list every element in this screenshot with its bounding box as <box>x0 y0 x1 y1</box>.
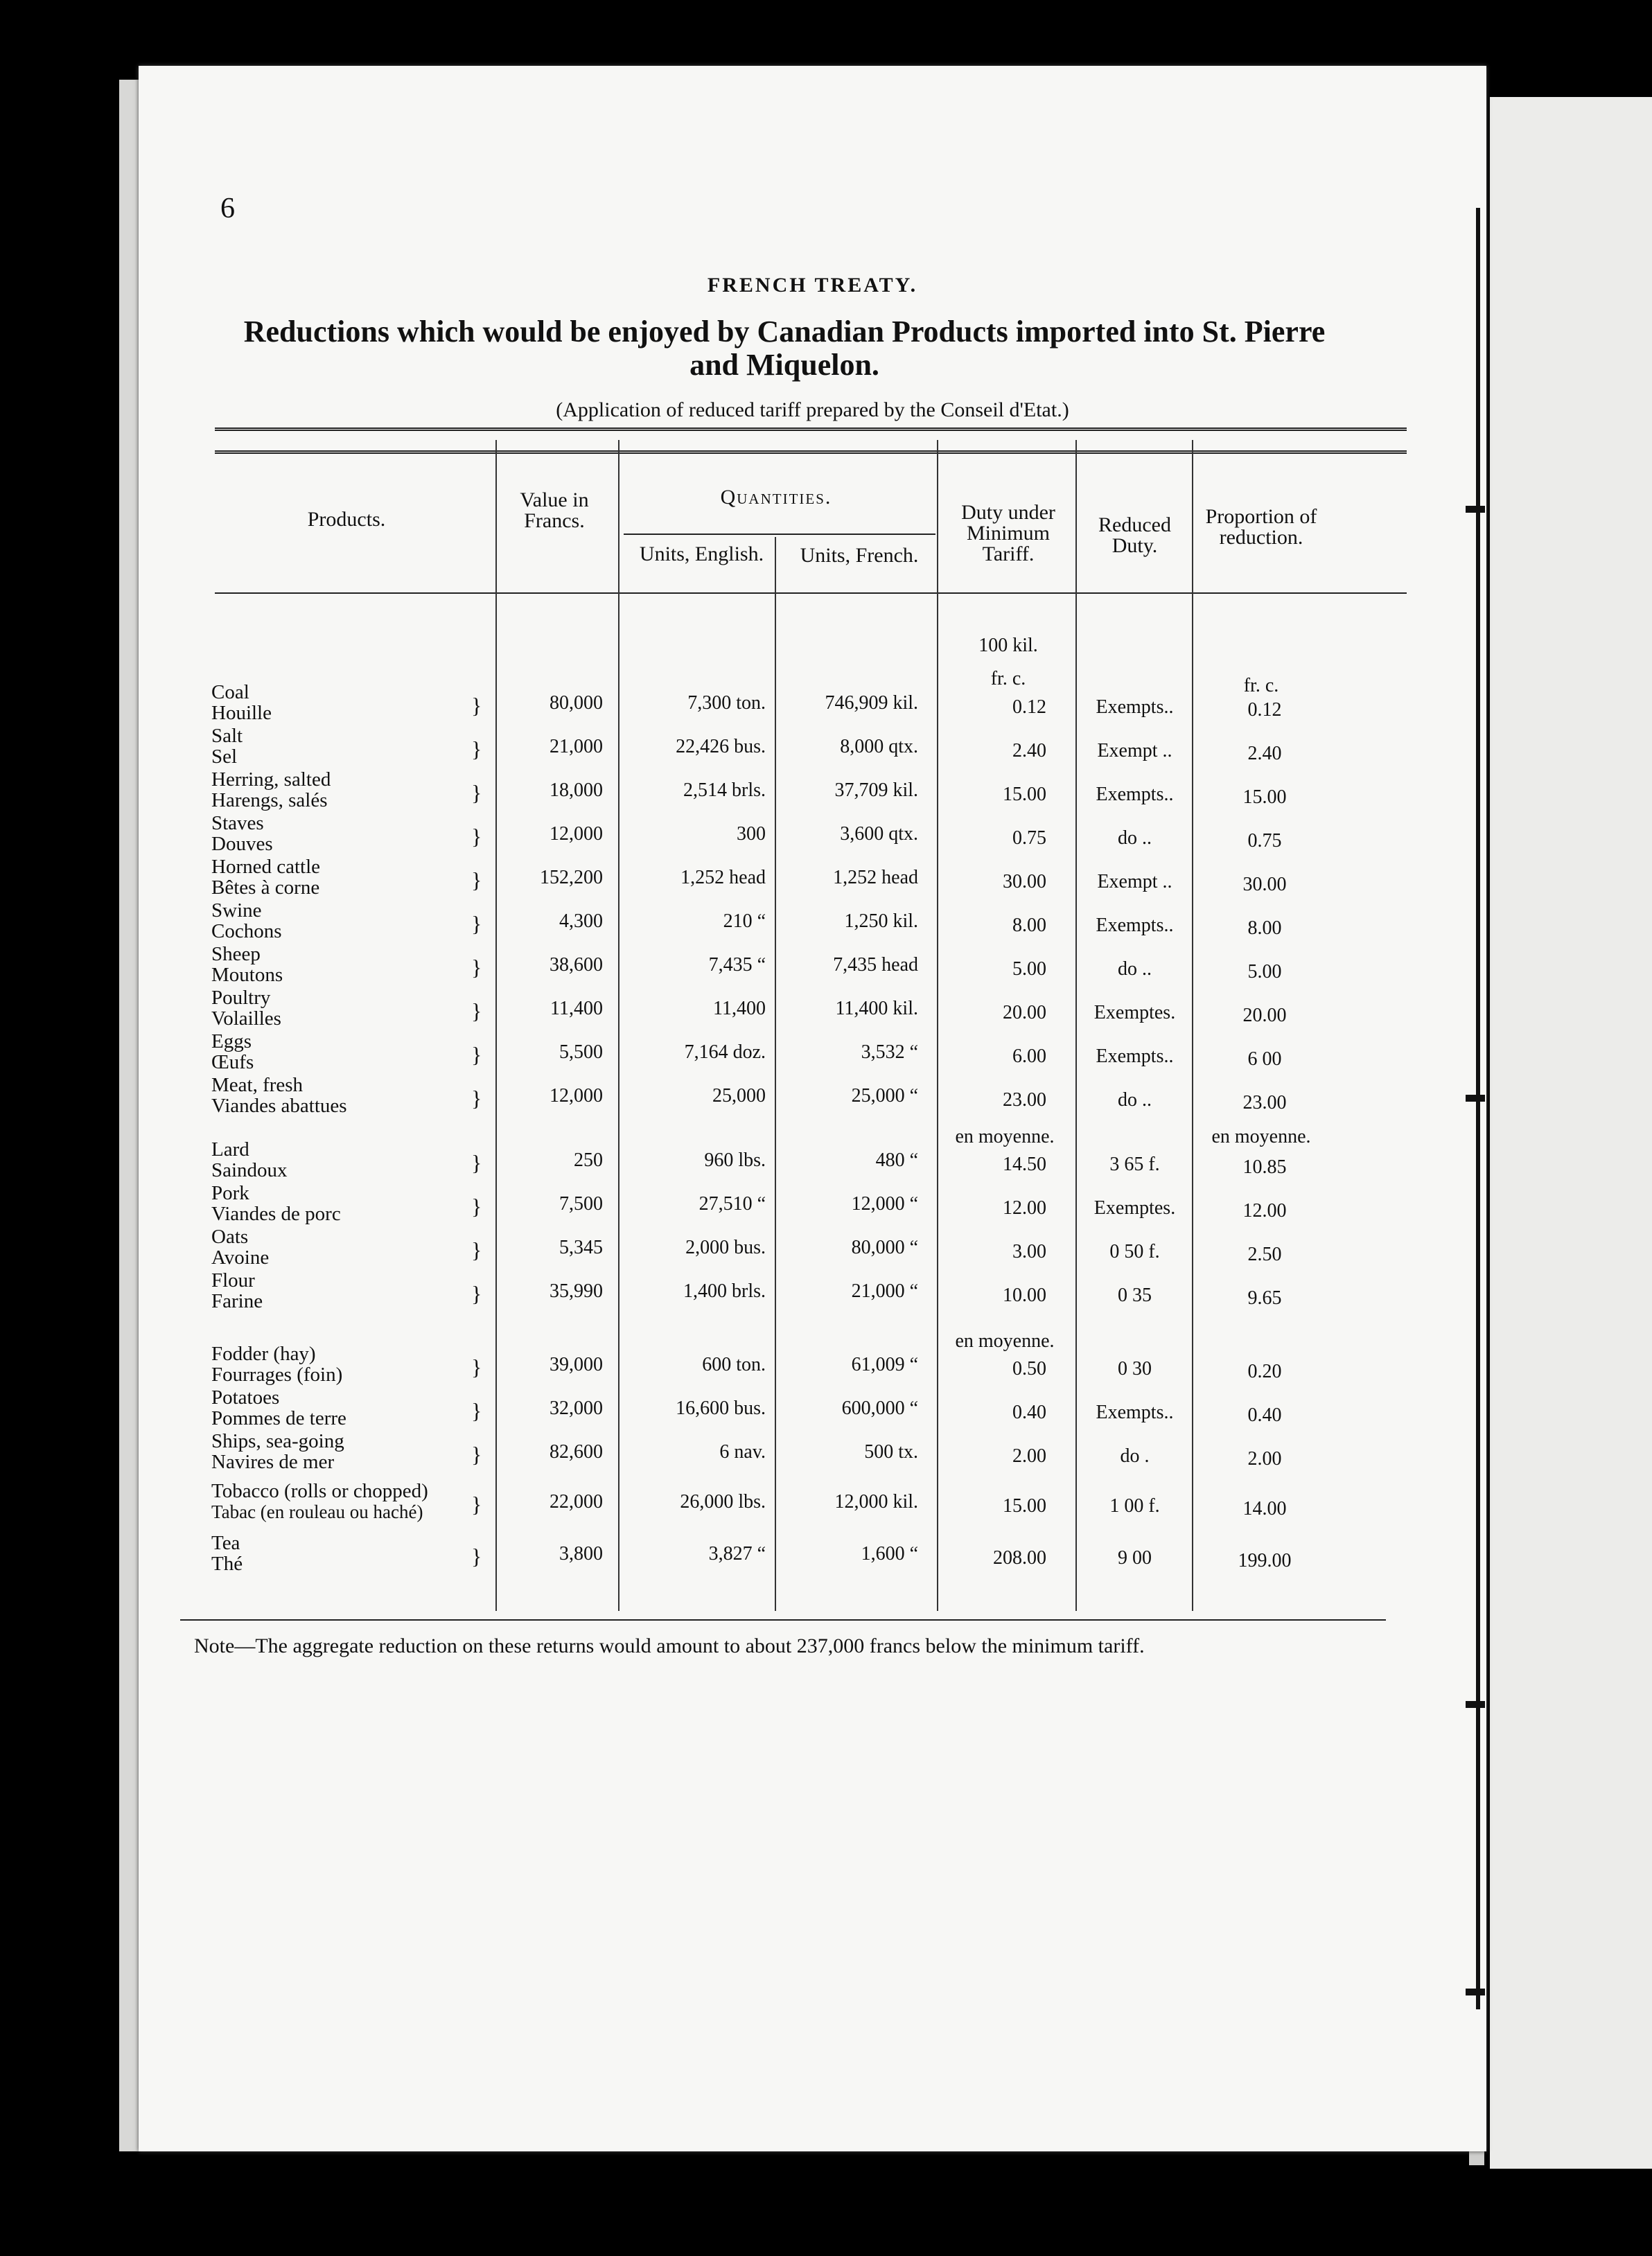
units-french: 600,000 “ <box>841 1398 918 1419</box>
product-name-french: Fourrages (foin) <box>211 1364 343 1386</box>
value-francs: 82,600 <box>550 1441 603 1463</box>
reduced-duty: Exempts.. <box>1096 915 1174 936</box>
quantities-rule <box>624 534 935 535</box>
product-name-french: Pommes de terre <box>211 1407 346 1429</box>
product-name-french: Houille <box>211 702 272 724</box>
running-head: FRENCH TREATY. <box>707 274 918 297</box>
reduced-duty: Exemptes. <box>1093 1197 1176 1219</box>
duty-minimum: 0.75 <box>1012 827 1046 849</box>
duty-minimum: 10.00 <box>1003 1285 1046 1306</box>
row-brace: } <box>471 1086 482 1111</box>
top-rule-2 <box>215 450 1407 454</box>
product-name-english: Meat, fresh <box>211 1074 304 1096</box>
reduced-duty: do .. <box>1118 958 1152 980</box>
product-name-english: Eggs <box>211 1030 252 1052</box>
header-value: Value in Francs. <box>520 488 589 532</box>
value-francs: 11,400 <box>550 998 603 1019</box>
proportion-reduction: 0.75 <box>1247 830 1282 852</box>
duty-minimum: 0.40 <box>1012 1402 1046 1423</box>
row-brace: } <box>471 1150 482 1175</box>
units-english: 960 lbs. <box>704 1149 766 1171</box>
reduced-duty: do . <box>1120 1445 1150 1467</box>
header-proportion: Proportion of reduction. <box>1205 505 1317 549</box>
value-francs: 39,000 <box>550 1354 603 1375</box>
page-number: 6 <box>220 193 235 224</box>
product-name-english: Lard <box>211 1138 249 1161</box>
product-name-english: Oats <box>211 1226 249 1248</box>
reduced-duty: Exempts.. <box>1096 1402 1174 1423</box>
value-francs: 7,500 <box>559 1193 603 1215</box>
col-divider <box>495 440 497 1611</box>
product-name-english: Pork <box>211 1182 249 1204</box>
value-francs: 3,800 <box>559 1543 603 1565</box>
product-name-english: Staves <box>211 812 264 834</box>
table-subtitle: (Application of reduced tariff prepared by the Conseil d'Etat.) <box>556 398 1069 421</box>
product-name-english: Fodder (hay) <box>211 1343 316 1365</box>
page-edge <box>119 80 140 2151</box>
units-english: 1,252 head <box>680 867 766 888</box>
product-name-french: Thé <box>211 1553 243 1575</box>
reduced-duty: 0 35 <box>1118 1285 1152 1306</box>
product-name-english: Flour <box>211 1269 255 1292</box>
product-name-french: Cochons <box>211 920 282 942</box>
binding-mark <box>1466 1989 1485 1995</box>
units-english: 1,400 brls. <box>683 1280 766 1302</box>
value-francs: 35,990 <box>550 1280 603 1302</box>
row-brace: } <box>471 693 482 718</box>
units-french: 61,009 “ <box>851 1354 918 1375</box>
binding-mark <box>1466 506 1485 513</box>
value-francs: 32,000 <box>550 1398 603 1419</box>
units-english: 2,514 brls. <box>683 779 766 801</box>
row-brace: } <box>471 998 482 1023</box>
row-brace: } <box>471 780 482 805</box>
product-name-english: Sheep <box>211 943 261 965</box>
product-name-french: Viandes abattues <box>211 1095 347 1117</box>
reduced-duty: 3 65 f. <box>1109 1154 1160 1175</box>
units-french: 7,435 head <box>833 954 918 976</box>
product-name-french: Saindoux <box>211 1159 288 1181</box>
proportion-reduction: 10.85 <box>1242 1156 1287 1178</box>
reduced-duty: 9 00 <box>1118 1547 1152 1569</box>
product-name-english: Herring, salted <box>211 768 331 791</box>
proportion-reduction: 15.00 <box>1242 786 1287 808</box>
product-name-french: Moutons <box>211 964 283 986</box>
reduced-duty: do .. <box>1118 1089 1152 1111</box>
duty-minimum: 14.50 <box>1003 1154 1046 1175</box>
units-french: 25,000 “ <box>851 1085 918 1107</box>
units-english: 25,000 <box>712 1085 766 1107</box>
col-divider <box>618 440 620 1611</box>
product-name-french: Tabac (en rouleau ou haché) <box>211 1501 423 1522</box>
proportion-reduction: 20.00 <box>1242 1005 1287 1026</box>
row-brace: } <box>471 1398 482 1423</box>
proportion-reduction: 0.40 <box>1247 1404 1282 1426</box>
proportion-reduction: 199.00 <box>1238 1550 1292 1571</box>
product-name-french: Volailles <box>211 1007 281 1030</box>
duty-minimum: 8.00 <box>1012 915 1046 936</box>
units-english: 600 ton. <box>702 1354 766 1375</box>
duty-minimum: 23.00 <box>1003 1089 1046 1111</box>
product-name-english: Swine <box>211 899 262 922</box>
units-french: 1,600 “ <box>861 1543 918 1565</box>
units-english: 16,600 bus. <box>676 1398 766 1419</box>
proportion-reduction: 9.65 <box>1247 1287 1282 1309</box>
product-name-english: Poultry <box>211 987 271 1009</box>
header-bottom-rule <box>215 592 1407 594</box>
units-french: 8,000 qtx. <box>840 736 918 757</box>
proportion-reduction: 30.00 <box>1242 874 1287 895</box>
duty-minimum: 3.00 <box>1012 1241 1046 1262</box>
proportion-reduction: 8.00 <box>1247 917 1282 939</box>
units-french: 80,000 “ <box>851 1237 918 1258</box>
product-name-english: Potatoes <box>211 1386 280 1409</box>
duty-minimum: 5.00 <box>1012 958 1046 980</box>
binding-mark <box>1466 1701 1485 1708</box>
units-french: 746,909 kil. <box>825 692 918 714</box>
row-brace: } <box>471 1194 482 1219</box>
row-brace: } <box>471 1442 482 1467</box>
duty-minimum: 30.00 <box>1003 871 1046 892</box>
units-french: 1,250 kil. <box>844 910 918 932</box>
product-name-french: Viandes de porc <box>211 1203 341 1225</box>
value-francs: 80,000 <box>550 692 603 714</box>
units-french: 480 “ <box>875 1149 918 1171</box>
duty-minimum: 208.00 <box>993 1547 1046 1569</box>
proportion-reduction: 2.00 <box>1247 1448 1282 1470</box>
row-brace: } <box>471 1492 482 1517</box>
col-divider <box>937 440 938 1611</box>
duty-average-note: en moyenne. <box>955 1126 1055 1147</box>
proportion-reduction: 23.00 <box>1242 1092 1287 1113</box>
proportion-reduction: 5.00 <box>1247 961 1282 982</box>
header-units-french: Units, French. <box>800 544 919 567</box>
value-francs: 22,000 <box>550 1491 603 1513</box>
reduced-duty: 0 50 f. <box>1109 1241 1160 1262</box>
duty-currency-label: fr. c. <box>990 668 1026 689</box>
value-francs: 38,600 <box>550 954 603 976</box>
row-brace: } <box>471 1544 482 1569</box>
value-francs: 250 <box>574 1149 603 1171</box>
duty-unit-label: 100 kil. <box>978 635 1038 656</box>
value-francs: 152,200 <box>540 867 603 888</box>
proportion-reduction: 12.00 <box>1242 1200 1287 1222</box>
row-brace: } <box>471 1355 482 1380</box>
duty-minimum: 6.00 <box>1012 1046 1046 1067</box>
row-brace: } <box>471 1237 482 1262</box>
duty-minimum: 0.12 <box>1012 696 1046 718</box>
proportion-reduction: 14.00 <box>1242 1498 1287 1519</box>
product-name-french: Douves <box>211 833 273 855</box>
duty-average-note: en moyenne. <box>955 1330 1055 1352</box>
top-rule <box>215 428 1407 431</box>
row-brace: } <box>471 911 482 936</box>
units-french: 11,400 kil. <box>835 998 918 1019</box>
document-page <box>139 66 1486 2151</box>
duty-minimum: 0.50 <box>1012 1358 1046 1380</box>
footnote: Note—The aggregate reduction on these returns would amount to about 237,000 francs below the minimum tariff. <box>194 1634 1145 1657</box>
value-francs: 5,345 <box>559 1237 603 1258</box>
col-divider <box>1075 440 1077 1611</box>
proportion-reduction: 2.50 <box>1247 1244 1282 1265</box>
units-french: 21,000 “ <box>851 1280 918 1302</box>
units-english: 300 <box>737 823 766 845</box>
reduced-duty: Exemptes. <box>1093 1002 1176 1023</box>
table-bottom-rule <box>180 1619 1386 1621</box>
product-name-english: Tobacco (rolls or chopped) <box>211 1480 428 1502</box>
product-name-french: Farine <box>211 1290 263 1312</box>
units-english: 11,400 <box>713 998 766 1019</box>
row-brace: } <box>471 737 482 761</box>
units-english: 210 “ <box>723 910 766 932</box>
units-english: 22,426 bus. <box>676 736 766 757</box>
value-francs: 4,300 <box>559 910 603 932</box>
duty-minimum: 2.00 <box>1012 1445 1046 1467</box>
units-french: 12,000 kil. <box>834 1491 918 1513</box>
header-reduced-duty: Reduced Duty. <box>1098 513 1171 557</box>
units-french: 37,709 kil. <box>834 779 918 801</box>
duty-minimum: 15.00 <box>1003 784 1046 805</box>
units-english: 26,000 lbs. <box>680 1491 766 1513</box>
duty-minimum: 12.00 <box>1003 1197 1046 1219</box>
header-quantities: Quantities. <box>720 486 832 509</box>
proportion-reduction: 6 00 <box>1247 1048 1282 1070</box>
col-divider <box>775 537 776 1611</box>
product-name-english: Tea <box>211 1532 240 1554</box>
proportion-average-note: en moyenne. <box>1211 1126 1311 1147</box>
product-name-french: Œufs <box>211 1051 254 1073</box>
reduced-duty: 1 00 f. <box>1109 1495 1160 1517</box>
adjacent-page <box>1490 97 1652 2169</box>
duty-minimum: 15.00 <box>1003 1495 1046 1517</box>
reduced-duty: do .. <box>1118 827 1152 849</box>
product-name-english: Salt <box>211 725 243 747</box>
header-products: Products. <box>307 508 386 531</box>
row-brace: } <box>471 824 482 849</box>
product-name-french: Bêtes à corne <box>211 876 320 899</box>
header-duty-minimum: Duty under Minimum Tariff. <box>961 501 1055 565</box>
reduced-duty: Exempts.. <box>1096 784 1174 805</box>
reduced-duty: Exempts.. <box>1096 1046 1174 1067</box>
duty-minimum: 20.00 <box>1003 1002 1046 1023</box>
reduced-duty: 0 30 <box>1118 1358 1152 1380</box>
row-brace: } <box>471 1281 482 1306</box>
units-french: 3,600 qtx. <box>840 823 918 845</box>
units-english: 7,435 “ <box>708 954 766 976</box>
reduced-duty: Exempt .. <box>1097 871 1172 892</box>
units-french: 3,532 “ <box>861 1041 918 1063</box>
units-english: 2,000 bus. <box>685 1237 766 1258</box>
value-francs: 5,500 <box>559 1041 603 1063</box>
proportion-currency-label: fr. c. <box>1243 675 1279 696</box>
product-name-french: Harengs, salés <box>211 789 328 811</box>
col-divider <box>1192 440 1193 1611</box>
product-name-english: Ships, sea-going <box>211 1430 344 1452</box>
proportion-reduction: 2.40 <box>1247 743 1282 764</box>
units-french: 500 tx. <box>864 1441 918 1463</box>
product-name-french: Navires de mer <box>211 1451 335 1473</box>
binding-mark <box>1466 1095 1485 1102</box>
units-english: 7,300 ton. <box>687 692 766 714</box>
value-francs: 12,000 <box>550 823 603 845</box>
value-francs: 18,000 <box>550 779 603 801</box>
units-english: 27,510 “ <box>698 1193 766 1215</box>
units-french: 12,000 “ <box>851 1193 918 1215</box>
units-english: 3,827 “ <box>708 1543 766 1565</box>
value-francs: 12,000 <box>550 1085 603 1107</box>
duty-minimum: 2.40 <box>1012 740 1046 761</box>
header-units-english: Units, English. <box>639 543 764 565</box>
binding-crease <box>1476 208 1480 2009</box>
product-name-french: Avoine <box>211 1246 270 1269</box>
row-brace: } <box>471 867 482 892</box>
proportion-reduction: 0.12 <box>1247 699 1282 721</box>
proportion-reduction: 0.20 <box>1247 1361 1282 1382</box>
reduced-duty: Exempts.. <box>1096 696 1174 718</box>
row-brace: } <box>471 1042 482 1067</box>
units-english: 6 nav. <box>719 1441 766 1463</box>
product-name-english: Coal <box>211 681 249 703</box>
units-english: 7,164 doz. <box>684 1041 766 1063</box>
product-name-english: Horned cattle <box>211 856 321 878</box>
row-brace: } <box>471 955 482 980</box>
reduced-duty: Exempt .. <box>1097 740 1172 761</box>
product-name-french: Sel <box>211 746 238 768</box>
value-francs: 21,000 <box>550 736 603 757</box>
table-title: Reductions which would be enjoyed by Canadian Products imported into St. Pierre and Miquelon. <box>243 315 1326 382</box>
units-french: 1,252 head <box>833 867 918 888</box>
